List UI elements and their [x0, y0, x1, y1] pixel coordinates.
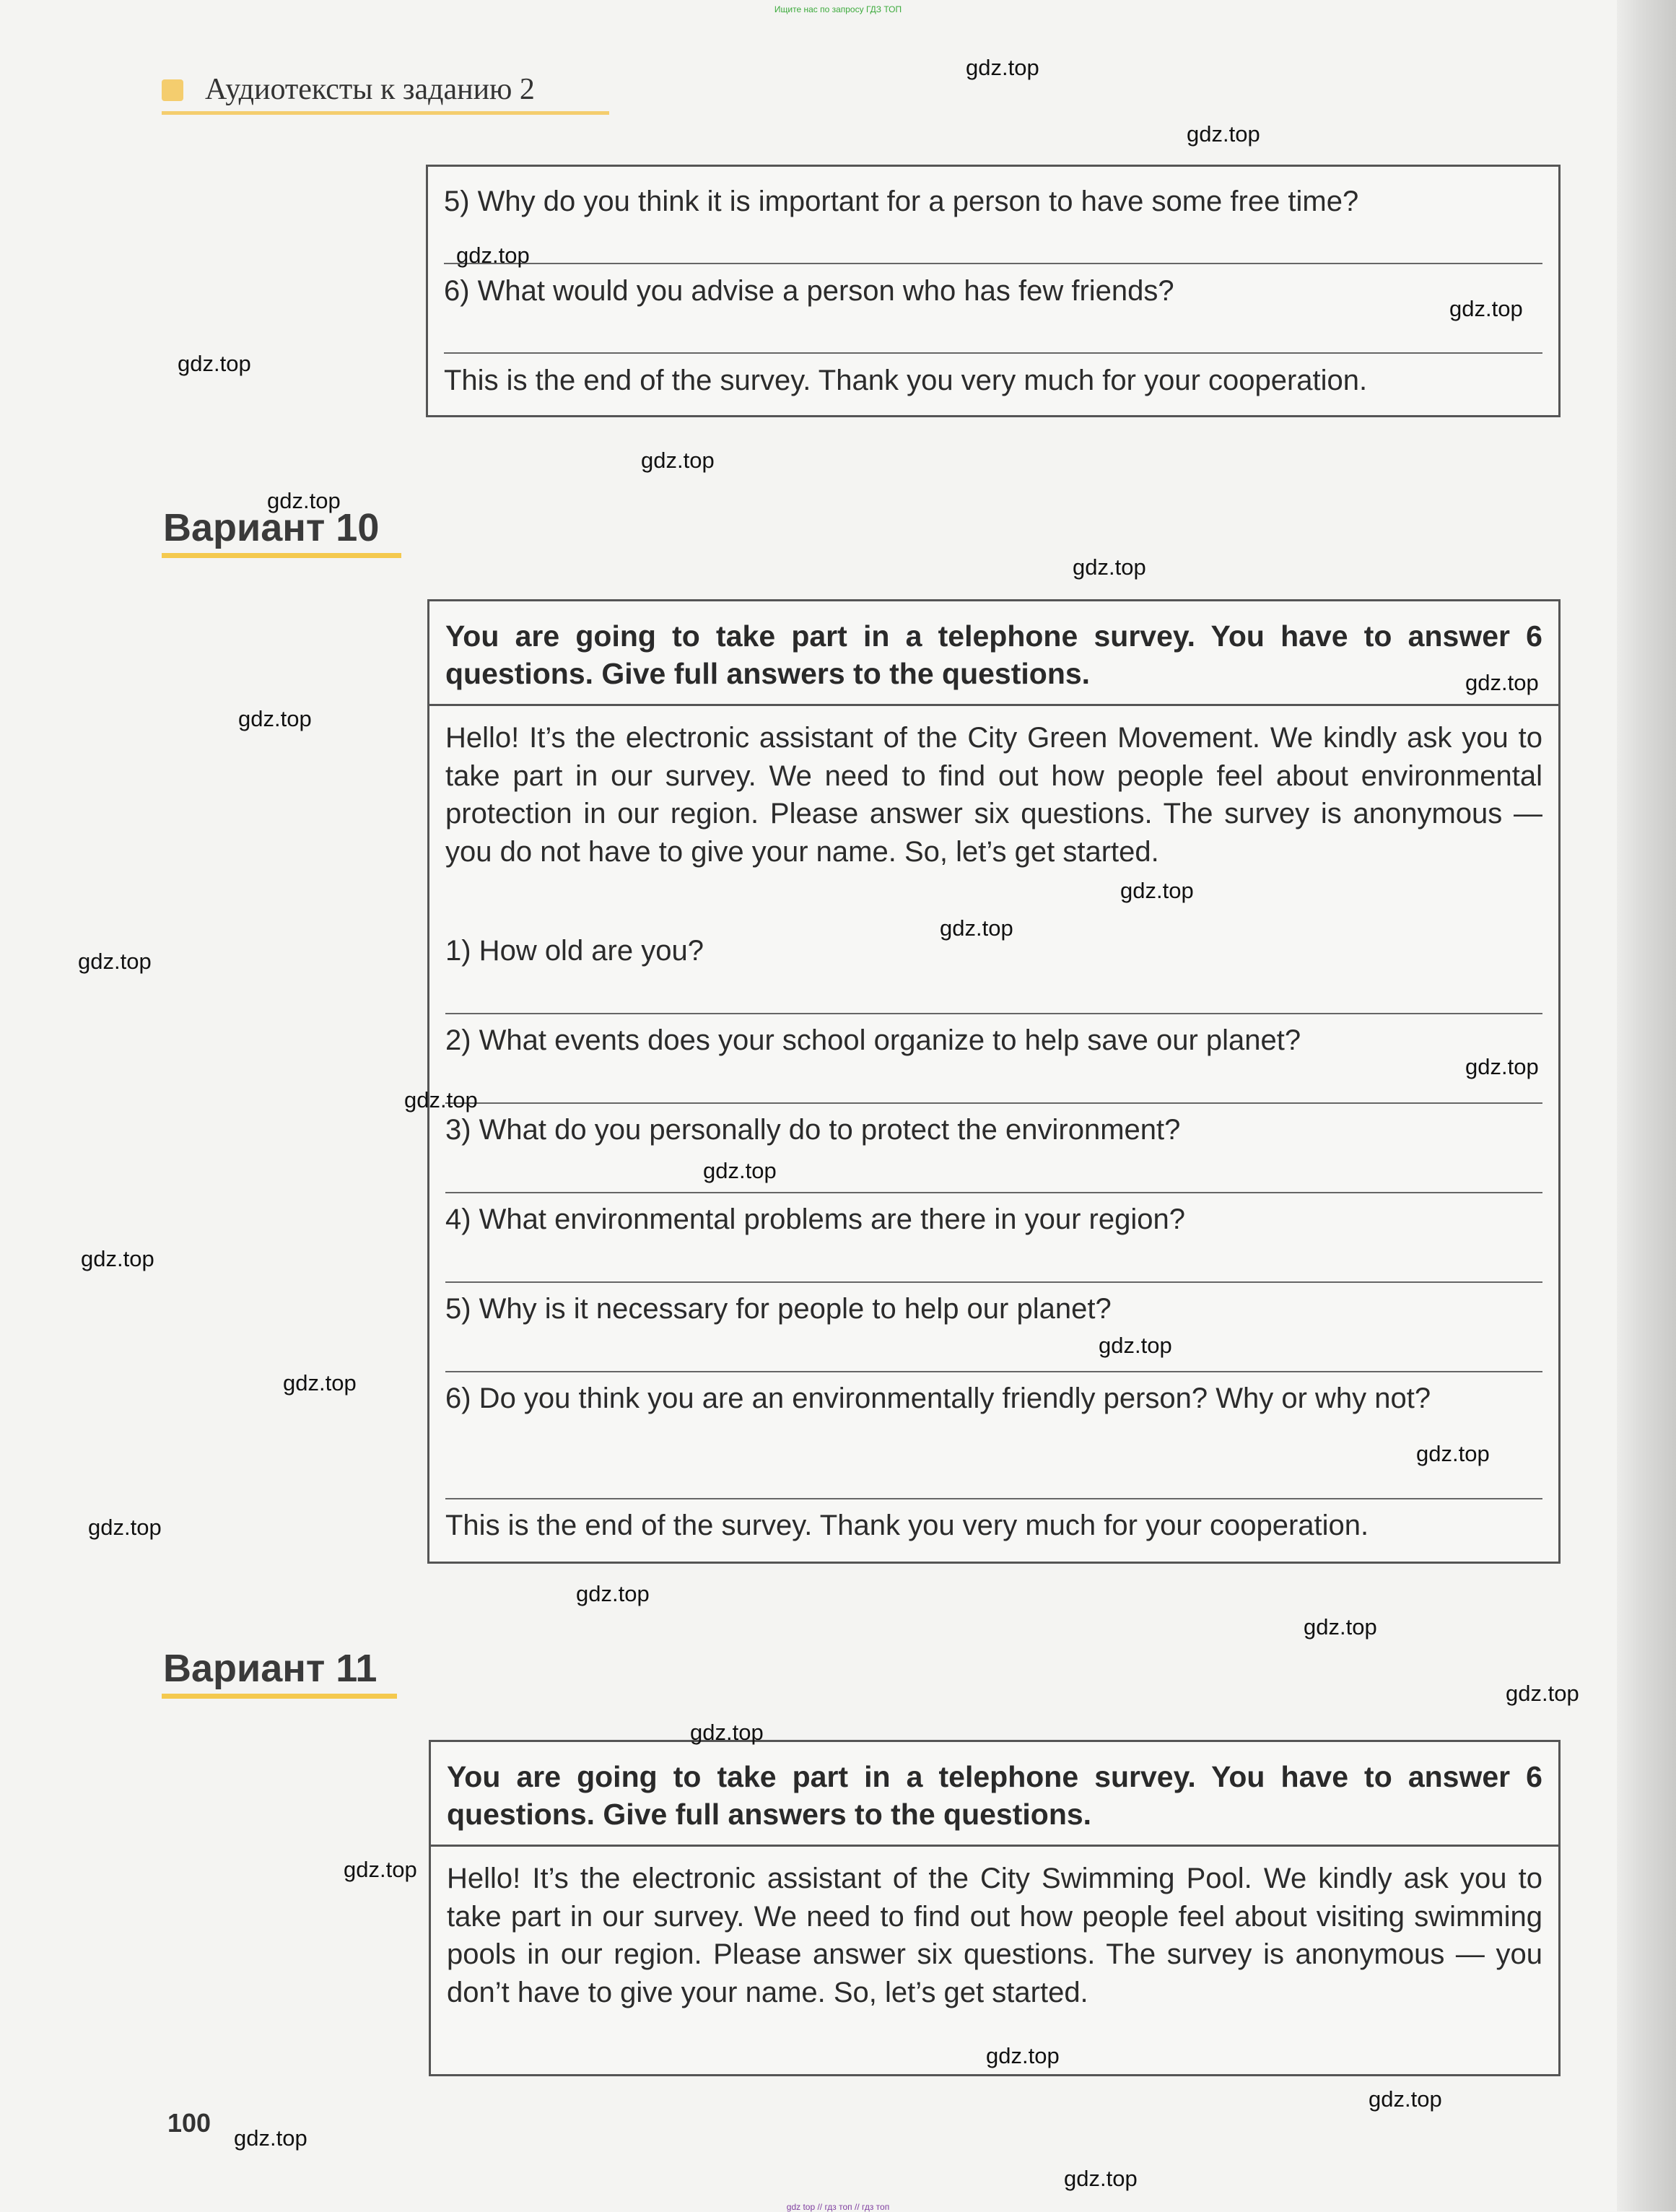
- separator: [444, 263, 1542, 264]
- variant-10-underline: [162, 553, 401, 558]
- watermark: gdz.top: [966, 55, 1039, 80]
- separator: [445, 1281, 1542, 1283]
- watermark: gdz.top: [1304, 1614, 1377, 1640]
- variant-10-intro: Hello! It’s the electronic assistant of the City Green Movement. We kindly ask you to take part in our survey. We need to find out how people feel about environmental protection in our region. Please answer six questions. The survey is anonymous — you do not have to give your name. So, let’s get started.: [445, 722, 1542, 868]
- bottom-note: gdz top // гдз топ // гдз топ: [786, 2202, 890, 2212]
- v10-survey-end: This is the end of the survey. Thank you very much for your cooperation.: [445, 1510, 1369, 1541]
- watermark: gdz.top: [78, 949, 152, 974]
- watermark: gdz.top: [283, 1370, 357, 1395]
- continuation-box: [426, 165, 1561, 417]
- question-5: 5) Why do you think it is important for a person to have some free time?: [444, 186, 1359, 217]
- section-marker-icon: [162, 79, 183, 101]
- v10-question-4: 4) What environmental problems are there in your region?: [445, 1203, 1185, 1235]
- watermark: gdz.top: [940, 915, 1013, 941]
- watermark: gdz.top: [456, 243, 530, 268]
- watermark: gdz.top: [178, 351, 251, 376]
- section-title: Аудиотексты к заданию 2: [205, 73, 535, 106]
- separator: [445, 1192, 1542, 1193]
- watermark: gdz.top: [1073, 554, 1146, 580]
- variant-11-title: Вариант 11: [163, 1647, 377, 1690]
- separator: [445, 1371, 1542, 1372]
- watermark: gdz.top: [641, 448, 715, 473]
- variant-10-title: Вариант 10: [163, 506, 380, 549]
- variant-10-instructions: You are going to take part in a telephone survey. You have to answer 6 questions. Give full answers to the questions.: [429, 601, 1558, 706]
- watermark: gdz.top: [1120, 878, 1194, 903]
- separator: [445, 1102, 1542, 1104]
- variant-10-box: [427, 599, 1561, 1564]
- top-note: Ищите нас по запросу ГДЗ ТОП: [774, 4, 902, 14]
- variant-11-box: [429, 1740, 1561, 2076]
- watermark: gdz.top: [1187, 121, 1260, 147]
- watermark: gdz.top: [703, 1158, 777, 1183]
- watermark: gdz.top: [1099, 1333, 1172, 1358]
- section-underline: [162, 111, 609, 115]
- watermark: gdz.top: [81, 1246, 154, 1271]
- variant-11-intro: Hello! It’s the electronic assistant of the City Swimming Pool. We kindly ask you to take part in our survey. We need to find out how people feel about visiting swimming pools in our region. Please answer six questions. The survey is anonymous — you don’t have to give your name. So, let’s get started.: [447, 1863, 1542, 2008]
- watermark: gdz.top: [986, 2043, 1060, 2068]
- v10-question-1: 1) How old are you?: [445, 935, 704, 967]
- watermark: gdz.top: [576, 1581, 650, 1606]
- watermark: gdz.top: [1465, 1054, 1539, 1079]
- watermark: gdz.top: [1416, 1441, 1490, 1466]
- watermark: gdz.top: [1506, 1681, 1579, 1706]
- variant-11-underline: [162, 1694, 397, 1699]
- watermark: gdz.top: [690, 1720, 764, 1745]
- watermark: gdz.top: [1369, 2086, 1442, 2112]
- separator: [444, 352, 1542, 354]
- watermark: gdz.top: [1465, 670, 1539, 695]
- survey-end-text: This is the end of the survey. Thank you very much for your cooperation.: [444, 365, 1368, 396]
- watermark: gdz.top: [267, 488, 341, 513]
- watermark: gdz.top: [1064, 2166, 1138, 2191]
- v10-question-6: 6) Do you think you are an environmentally friendly person? Why or why not?: [445, 1382, 1431, 1414]
- page-number: 100: [167, 2108, 211, 2138]
- watermark: gdz.top: [88, 1515, 162, 1540]
- separator: [445, 1013, 1542, 1014]
- variant-11-instructions: You are going to take part in a telephone survey. You have to answer 6 questions. Give full answers to the questions.: [431, 1742, 1558, 1847]
- watermark: gdz.top: [344, 1857, 417, 1882]
- page-edge-shadow: [1617, 0, 1676, 2211]
- question-6: 6) What would you advise a person who has few friends?: [444, 275, 1174, 307]
- v10-question-5: 5) Why is it necessary for people to help our planet?: [445, 1293, 1112, 1325]
- watermark: gdz.top: [238, 706, 312, 731]
- watermark: gdz.top: [404, 1087, 478, 1112]
- separator: [445, 1498, 1542, 1499]
- watermark: gdz.top: [234, 2125, 307, 2151]
- v10-question-3: 3) What do you personally do to protect the environment?: [445, 1114, 1181, 1146]
- v10-question-2: 2) What events does your school organize to help save our planet?: [445, 1024, 1301, 1056]
- watermark: gdz.top: [1449, 296, 1523, 321]
